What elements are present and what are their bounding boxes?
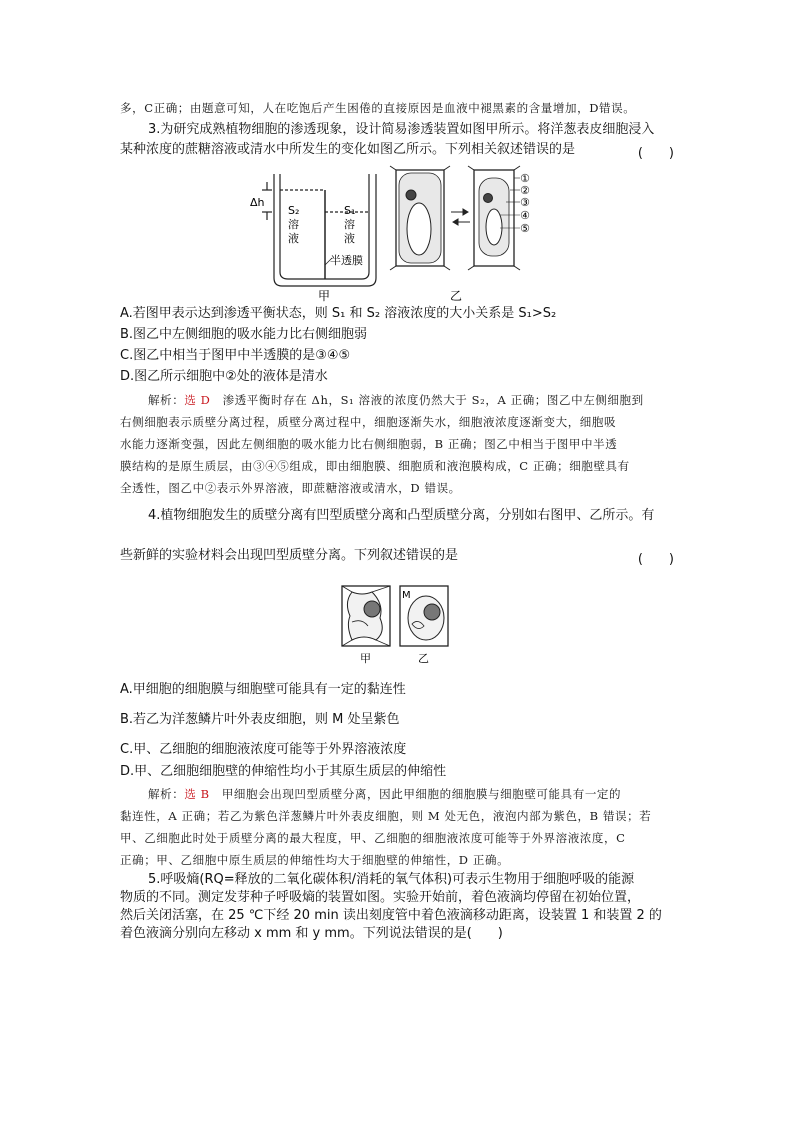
mark-5: ⑤ — [520, 222, 530, 235]
mark-1: ① — [520, 172, 530, 185]
u-tube-apparatus — [262, 174, 376, 286]
caption-jia: 甲 — [318, 289, 331, 303]
answer-choice: 选 D — [184, 393, 211, 407]
q5-stem-line4: 着色液滴分别向左移动 x mm 和 y mm。下列说法错误的是( ) — [120, 926, 503, 941]
q5-stem-line2: 物质的不同。测定发芽种子呼吸熵的装置如图。实验开始前，着色液滴均停留在初始位置， — [120, 890, 641, 905]
s2-ye: 液 — [288, 232, 299, 245]
s1-ye: 液 — [344, 232, 355, 245]
q4-explanation-line2: 黏连性，A 正确；若乙为紫色洋葱鳞片叶外表皮细胞，则 M 处无色，液泡内部为紫色，B 错误；若 — [120, 809, 652, 823]
q4-option-c: C.甲、乙细胞的细胞液浓度可能等于外界溶液浓度 — [120, 742, 407, 757]
q3-stem-line2: 某种浓度的蔗糖溶液或清水中所发生的变化如图乙所示。下列相关叙述错误的是 — [120, 142, 576, 157]
q5-stem-line1: 5.呼吸熵(RQ=释放的二氧化碳体积/消耗的氧气体积)可表示生物用于细胞呼吸的能源 — [148, 872, 635, 887]
q3-option-c: C.图乙中相当于图甲中半透膜的是③④⑤ — [120, 348, 351, 363]
q3-explanation-line4: 膜结构的是原生质层，由③④⑤组成，即由细胞膜、细胞质和液泡膜构成，C 正确；细胞壁具有 — [120, 459, 630, 473]
q3-option-a: A.若图甲表示达到渗透平衡状态，则 S₁ 和 S₂ 溶液浓度的大小关系是 S₁>S₂ — [120, 306, 557, 321]
osmosis-figure — [248, 160, 538, 305]
plasmolysis-figure — [338, 582, 458, 666]
fig2-caption-jia: 甲 — [360, 652, 371, 665]
mark-2: ② — [520, 184, 530, 197]
q3-explanation-line2: 右侧细胞表示质壁分离过程，质壁分离过程中，细胞逐渐失水，细胞液浓度逐渐变大，细胞吸 — [120, 415, 617, 429]
q3-explanation-line1 — [148, 392, 644, 408]
q4-stem-line1: 4.植物细胞发生的质壁分离有凹型质壁分离和凸型质壁分离，分别如右图甲、乙所示。有 — [148, 508, 655, 523]
q3-explanation-line5: 全透性，图乙中②表示外界溶液，即蔗糖溶液或清水，D 错误。 — [120, 481, 461, 495]
transition-arrows — [451, 209, 470, 225]
q4-explanation-line4: 正确；甲、乙细胞中原生质层的伸缩性均大于细胞壁的伸缩性，D 正确。 — [120, 853, 510, 867]
q3-stem-line1: 3.为研究成熟植物细胞的渗透现象，设计简易渗透装置如图甲所示。将洋葱表皮细胞浸入 — [148, 122, 655, 137]
q3-explanation-line3: 水能力逐渐变强，因此左侧细胞的吸水能力比右侧细胞弱，B 正确；图乙中相当于图甲中半透 — [120, 437, 618, 451]
caption-yi: 乙 — [450, 289, 463, 303]
explanation-text: 甲细胞会出现凹型质壁分离，因此甲细胞的细胞膜与细胞壁可能具有一定的 — [209, 787, 622, 801]
q4-option-d: D.甲、乙细胞细胞壁的伸缩性均小于其原生质层的伸缩性 — [120, 764, 447, 779]
left-cell — [390, 166, 450, 270]
q4-answer-bracket: ( ) — [637, 552, 674, 567]
answer-choice: 选 B — [184, 787, 210, 801]
s1-rong: 溶 — [344, 218, 355, 231]
q3-option-b: B.图乙中左侧细胞的吸水能力比右侧细胞弱 — [120, 327, 368, 342]
q4-explanation-line3: 甲、乙细胞此时处于质壁分离的最大程度，甲、乙细胞的细胞液浓度可能等于外界溶液浓度，C — [120, 831, 626, 845]
fig2-caption-yi: 乙 — [418, 652, 429, 665]
membrane-label: 半透膜 — [330, 254, 363, 267]
s1-label: S₁ — [344, 204, 356, 217]
explanation-label: 解析： — [148, 787, 185, 801]
m-label: M — [402, 590, 411, 601]
explanation-label: 解析： — [148, 393, 185, 407]
q3-answer-bracket: ( ) — [637, 146, 674, 161]
q4-stem-line2: 些新鲜的实验材料会出现凹型质壁分离。下列叙述错误的是 — [120, 548, 459, 563]
mark-4: ④ — [520, 209, 530, 222]
mark-3: ③ — [520, 196, 530, 209]
explanation-text: 渗透平衡时存在 Δh，S₁ 溶液的浓度仍然大于 S₂，A 正确；图乙中左侧细胞到 — [210, 393, 644, 407]
q4-option-a: A.甲细胞的细胞膜与细胞壁可能具有一定的黏连性 — [120, 682, 406, 697]
s2-rong: 溶 — [288, 218, 299, 231]
q4-option-b: B.若乙为洋葱鳞片叶外表皮细胞，则 M 处呈紫色 — [120, 712, 400, 727]
q4-explanation-line1 — [148, 786, 621, 802]
cell-jia — [342, 586, 390, 646]
right-cell — [468, 166, 520, 270]
s2-label: S₂ — [288, 204, 300, 217]
q3-option-d: D.图乙所示细胞中②处的液体是清水 — [120, 369, 328, 384]
q5-stem-line3: 然后关闭活塞，在 25 ℃下经 20 min 读出刻度管中着色液滴移动距离，设装置 1 和装置 2 的 — [120, 908, 662, 923]
prev-explanation-end: 多，C正确；由题意可知，人在吃饱后产生困倦的直接原因是血液中褪黑素的含量增加，D错误。 — [120, 101, 636, 115]
delta-h-label: Δh — [250, 196, 265, 209]
